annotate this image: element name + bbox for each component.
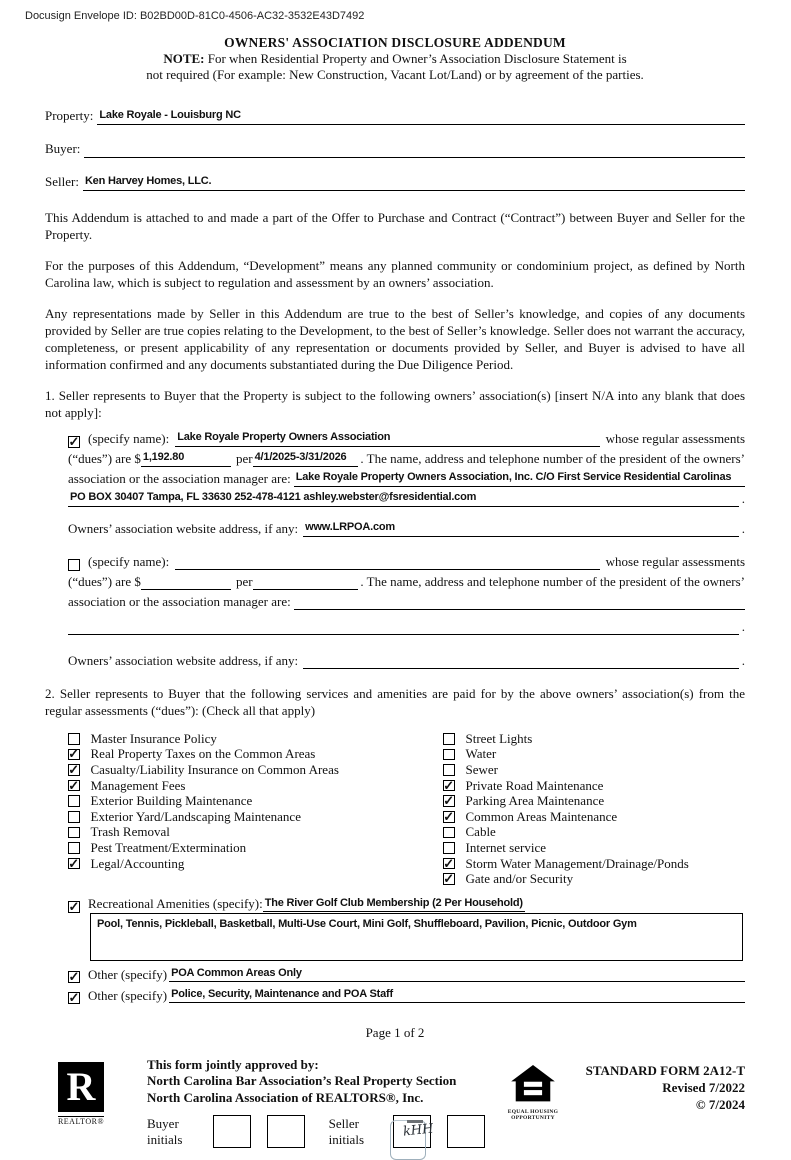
assoc1-manager-value1: Lake Royale Property Owners Association, Inc. C/O First Service Residential Carolinas — [295, 471, 732, 483]
assoc1-manager-value2: PO BOX 30407 Tampa, FL 33630 252-478-4121 ashley.webster@fsresidential.com — [70, 491, 477, 503]
label-real-property-taxes: Real Property Taxes on the Common Areas — [90, 746, 316, 762]
assoc2-name-field[interactable] — [175, 550, 599, 570]
form-copyright: © 7/2024 — [695, 1096, 745, 1112]
buyer-value — [84, 142, 88, 154]
seller-row — [45, 171, 745, 191]
label-exterior-building: Exterior Building Maintenance — [90, 793, 253, 809]
checkbox-street-lights[interactable] — [443, 733, 455, 745]
note-bold: NOTE: — [163, 51, 205, 66]
assoc1-manager-line — [68, 467, 745, 487]
assoc2-dues-line — [68, 570, 745, 590]
assoc2-website-value — [303, 653, 307, 665]
property-row — [45, 105, 745, 125]
assoc2-website-field[interactable] — [303, 649, 739, 669]
seller-initials-box-2[interactable] — [447, 1115, 485, 1148]
footer-form-info — [565, 1057, 745, 1113]
list-item — [68, 856, 443, 872]
other-row-1 — [68, 964, 745, 982]
list-item — [68, 809, 443, 825]
services-checklist — [68, 731, 745, 887]
assoc1-manager-field1[interactable] — [294, 467, 745, 487]
checkbox-other-1[interactable]: ✓ — [68, 968, 80, 984]
realtor-r-icon: R — [58, 1062, 104, 1112]
label-management-fees: Management Fees — [90, 777, 186, 793]
assoc2-website-line — [68, 649, 745, 669]
seller-field[interactable] — [83, 171, 745, 191]
checkbox-parking-area[interactable]: ✓ — [443, 793, 455, 809]
list-item — [443, 747, 745, 763]
assoc2-website-period: . — [741, 653, 745, 668]
label-parking-area: Parking Area Maintenance — [465, 793, 605, 809]
form-note-line1 — [45, 51, 745, 67]
recreational-amenities-row — [68, 894, 745, 912]
assoc1-per-label: per — [236, 451, 253, 466]
equal-housing-text: EQUAL HOUSING OPPORTUNITY — [507, 1108, 559, 1121]
assoc2-name-value — [175, 554, 179, 566]
property-label: Property: — [45, 108, 94, 123]
assoc2-manager-field2[interactable] — [68, 615, 739, 635]
assoc2-manager-value2 — [68, 619, 72, 631]
label-pest-treatment: Pest Treatment/Extermination — [90, 839, 247, 855]
seller-initials-signature: kHH — [402, 1121, 435, 1140]
assoc2-manager-field1[interactable] — [294, 590, 745, 610]
equal-housing-house-icon — [511, 1065, 555, 1105]
label-other-1: Other (specify) — [88, 966, 168, 982]
property-field[interactable] — [97, 105, 745, 125]
assoc2-manager-line2 — [68, 615, 745, 635]
association-1-block — [68, 427, 745, 537]
label-recreational-amenities: Recreational Amenities (specify): — [88, 895, 263, 911]
assoc2-line2-tail: . The name, address and telephone number of the president of the owners’ — [360, 574, 745, 589]
assoc2-manager-value1 — [294, 594, 298, 606]
page-number: Page 1 of 2 — [365, 1024, 425, 1040]
section2-intro: 2. Seller represents to Buyer that the following services and amenities are paid for by the above owners’ association(s) from the regular assessments (“dues”): (Check all that apply) — [45, 686, 745, 718]
form-title: OWNERS' ASSOCIATION DISCLOSURE ADDENDUM — [224, 35, 566, 50]
label-master-insurance: Master Insurance Policy — [90, 730, 217, 746]
paragraph-development: For the purposes of this Addendum, “Development” means any planned community or condominium project, as defined by North Carolina law, which is subject to regulation and assessment by an owners’ association. — [45, 258, 745, 290]
list-item — [443, 793, 745, 809]
list-item — [443, 778, 745, 794]
assoc1-name-field[interactable] — [175, 427, 599, 447]
checkbox-real-property-taxes[interactable]: ✓ — [68, 746, 80, 762]
label-common-areas: Common Areas Maintenance — [465, 808, 618, 824]
docusign-envelope-id: Docusign Envelope ID: B02BD00D-81C0-4506-AC32-3532E43D7492 — [25, 10, 365, 22]
assoc1-name-value: Lake Royale Property Owners Association — [177, 431, 391, 443]
checkbox-private-road[interactable]: ✓ — [443, 777, 455, 793]
property-value: Lake Royale - Louisburg NC — [99, 109, 241, 121]
equal-housing-logo — [501, 1057, 565, 1121]
label-casualty-liability: Casualty/Liability Insurance on Common Areas — [90, 761, 339, 777]
other-2-field[interactable] — [169, 985, 745, 1003]
assoc1-manager-field2[interactable] — [68, 487, 739, 507]
label-water: Water — [465, 746, 497, 762]
checkbox-trash-removal[interactable] — [68, 827, 80, 839]
form-revised-date: Revised 7/2022 — [662, 1079, 745, 1095]
seller-initials-box-1[interactable] — [393, 1115, 435, 1148]
assoc2-per-value — [253, 574, 257, 586]
label-exterior-yard: Exterior Yard/Landscaping Maintenance — [90, 808, 301, 824]
label-cable: Cable — [465, 824, 496, 840]
approved-line-1: This form jointly approved by: — [147, 1056, 319, 1072]
list-item — [443, 731, 745, 747]
initials-row — [147, 1115, 501, 1148]
checkbox-gate-security[interactable]: ✓ — [443, 871, 455, 887]
buyer-label: Buyer: — [45, 141, 81, 156]
list-item — [68, 778, 443, 794]
label-other-2: Other (specify) — [88, 987, 168, 1003]
other-1-value: POA Common Areas Only — [171, 966, 302, 979]
list-item — [68, 731, 443, 747]
checkbox-recreational-amenities[interactable]: ✓ — [68, 898, 80, 914]
assoc1-website-label: Owners’ association website address, if any: — [68, 521, 299, 536]
checkbox-exterior-building[interactable] — [68, 795, 80, 807]
list-item — [443, 840, 745, 856]
label-trash-removal: Trash Removal — [90, 824, 170, 840]
assoc1-name-line — [68, 427, 745, 447]
recreational-amenities-value: The River Golf Club Membership (2 Per Household) — [264, 896, 523, 909]
association-2-block — [68, 550, 745, 669]
list-item — [68, 825, 443, 841]
assoc2-checkbox[interactable] — [68, 559, 80, 571]
assoc1-per-value: 4/1/2025-3/31/2026 — [254, 451, 347, 463]
assoc1-period: . — [741, 491, 745, 506]
checkbox-casualty-liability[interactable]: ✓ — [68, 761, 80, 777]
assoc1-checkbox[interactable]: ✓ — [68, 434, 80, 449]
other-1-field[interactable] — [169, 964, 745, 982]
approved-line-3: North Carolina Association of REALTORS®, Inc. — [147, 1089, 424, 1105]
assoc2-manager-line — [68, 590, 745, 610]
assoc2-manager-label: association or the association manager are: — [68, 594, 291, 609]
list-item — [443, 762, 745, 778]
seller-label: Seller: — [45, 174, 79, 189]
form-note-line2: not required (For example: New Construction, Vacant Lot/Land) or by agreement of the parties. — [146, 67, 644, 82]
buyer-row — [45, 138, 745, 158]
list-item — [443, 856, 745, 872]
list-item — [443, 809, 745, 825]
list-item — [68, 747, 443, 763]
checkbox-sewer[interactable] — [443, 764, 455, 776]
realtor-logo — [45, 1057, 117, 1128]
assoc1-manager-label: association or the association manager are: — [68, 471, 291, 486]
label-private-road: Private Road Maintenance — [465, 777, 604, 793]
seller-value: Ken Harvey Homes, LLC. — [84, 175, 212, 187]
section1-intro: 1. Seller represents to Buyer that the Property is subject to the following owners’ association(s) [insert N/A into any blank that does not apply]: — [45, 388, 745, 420]
assoc1-whose-text: whose regular assessments — [605, 431, 745, 446]
buyer-initials-box-1[interactable] — [213, 1115, 251, 1148]
checkbox-common-areas[interactable]: ✓ — [443, 808, 455, 824]
checkbox-storm-water[interactable]: ✓ — [443, 855, 455, 871]
realtor-logo-text: REALTOR® — [57, 1116, 105, 1126]
amenities-detail-value: Pool, Tennis, Pickleball, Basketball, Multi-Use Court, Mini Golf, Shuffleboard, Pavilion, Picnic, Outdoor Gym — [97, 917, 637, 930]
assoc1-specify-label: (specify name): — [88, 431, 170, 446]
list-item — [443, 825, 745, 841]
other-row-2 — [68, 985, 745, 1003]
label-sewer: Sewer — [465, 761, 498, 777]
label-street-lights: Street Lights — [465, 730, 533, 746]
assoc2-whose-text: whose regular assessments — [605, 554, 745, 569]
assoc2-website-label: Owners’ association website address, if any: — [68, 653, 299, 668]
paragraph-attached: This Addendum is attached to and made a part of the Offer to Purchase and Contract (“Contract”) between Buyer and Seller for the Property. — [45, 210, 745, 242]
checkbox-water[interactable] — [443, 749, 455, 761]
label-gate-security: Gate and/or Security — [465, 871, 574, 887]
label-internet-service: Internet service — [465, 839, 546, 855]
checkbox-legal-accounting[interactable]: ✓ — [68, 855, 80, 871]
assoc2-per-label: per — [236, 574, 253, 589]
list-item — [443, 871, 745, 887]
label-legal-accounting: Legal/Accounting — [90, 855, 185, 871]
standard-form-number: STANDARD FORM 2A12-T — [585, 1062, 745, 1078]
assoc1-dues-prefix: (“dues”) are $ — [68, 451, 141, 466]
checkbox-internet-service[interactable] — [443, 842, 455, 854]
checkbox-management-fees[interactable]: ✓ — [68, 777, 80, 793]
assoc2-per-field[interactable] — [253, 570, 359, 590]
assoc2-name-line — [68, 550, 745, 570]
footer — [45, 1057, 745, 1149]
assoc1-dues-line — [68, 447, 745, 467]
list-item — [68, 840, 443, 856]
assoc1-dues-value: 1,192.80 — [142, 451, 185, 463]
checkbox-exterior-yard[interactable] — [68, 811, 80, 823]
paragraph-representations: Any representations made by Seller in this Addendum are true to the best of Seller’s knowledge, and copies of any documents provided by Seller are true copies relating to the Development, to the best of Seller’s knowledge. Seller does not warrant the accuracy, completeness, or present applicability of any representation or documents provided by Seller, and Buyer is advised to have all information confirmed and any documents substantiated during the Due Diligence Period. — [45, 306, 745, 372]
assoc2-dues-prefix: (“dues”) are $ — [68, 574, 141, 589]
checkbox-master-insurance[interactable] — [68, 733, 80, 745]
note-text-1: For when Residential Property and Owner’s Association Disclosure Statement is — [204, 51, 627, 66]
approved-line-2: North Carolina Bar Association’s Real Property Section — [147, 1073, 457, 1089]
buyer-initials-label: Buyer initials — [147, 1115, 183, 1147]
assoc2-specify-label: (specify name): — [88, 554, 170, 569]
buyer-field[interactable] — [84, 138, 745, 158]
assoc1-per-field[interactable] — [253, 447, 359, 467]
services-column-right — [443, 731, 745, 887]
checkbox-pest-treatment[interactable] — [68, 842, 80, 854]
label-storm-water: Storm Water Management/Drainage/Ponds — [465, 855, 689, 871]
amenities-detail-box[interactable] — [90, 913, 743, 961]
seller-initials-label: Seller initials — [328, 1115, 364, 1147]
assoc2-dues-value — [141, 574, 145, 586]
assoc2-dues-field[interactable] — [141, 570, 231, 590]
assoc1-line2-tail: . The name, address and telephone number of the president of the owners’ — [360, 451, 745, 466]
assoc1-website-period: . — [741, 521, 745, 536]
assoc2-period: . — [741, 619, 745, 634]
services-column-left — [68, 731, 443, 887]
assoc1-dues-field[interactable] — [141, 447, 231, 467]
assoc1-website-field[interactable] — [303, 517, 739, 537]
assoc1-manager-line2 — [68, 487, 745, 507]
buyer-initials-box-2[interactable] — [267, 1115, 305, 1148]
list-item — [68, 793, 443, 809]
assoc1-website-line — [68, 517, 745, 537]
recreational-amenities-field[interactable] — [263, 894, 525, 912]
assoc1-website-value: www.LRPOA.com — [305, 521, 395, 533]
list-item — [68, 762, 443, 778]
footer-center — [117, 1057, 501, 1149]
checkbox-other-2[interactable]: ✓ — [68, 989, 80, 1005]
other-2-value: Police, Security, Maintenance and POA Staff — [171, 987, 393, 1000]
checkbox-cable[interactable] — [443, 827, 455, 839]
